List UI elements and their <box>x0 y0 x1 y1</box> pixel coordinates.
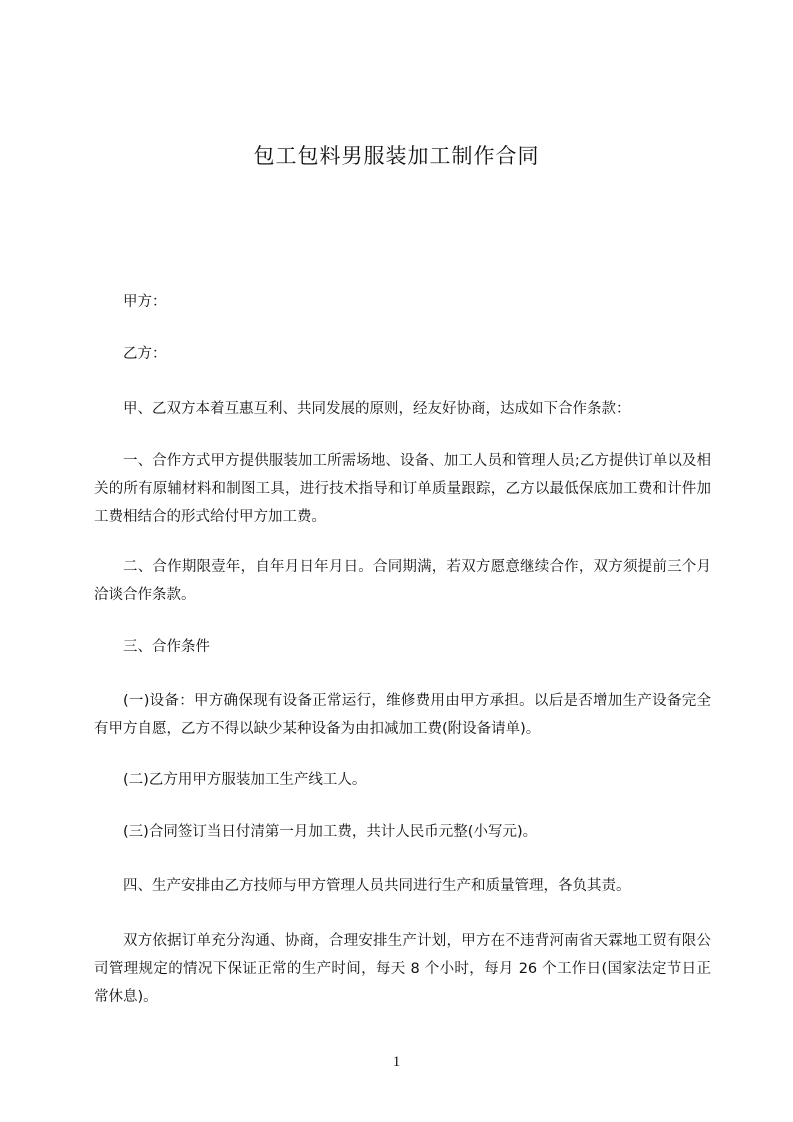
condition-payment: (三)合同签订当日付清第一月加工费，共计人民币元整(小写元)。 <box>123 824 538 840</box>
production-arrangement-detail: 双方依据订单充分沟通、协商，合理安排生产计划，甲方在不违背河南省天霖地工贸有限公司管理规定的情况下保证正常的生产时间，每天 8 个小时，每月 26 个工作日(国家法定节日正常休息)。 <box>94 933 711 1005</box>
party-b-line: 乙方： <box>123 346 167 362</box>
condition-workers: (二)乙方用甲方服装加工生产线工人。 <box>123 772 367 788</box>
section-production-arrangement: 四、生产安排由乙方技师与甲方管理人员共同进行生产和质量管理，各负其责。 <box>123 878 631 894</box>
section-cooperation-term: 二、合作期限壹年，自年月日年月日。合同期满，若双方愿意继续合作，双方须提前三个月洽谈合作条款。 <box>94 559 711 603</box>
condition-equipment: (一)设备：甲方确保现有设备正常运行，维修费用由甲方承担。以后是否增加生产设备完全有甲方自愿，乙方不得以缺少某种设备为由扣减加工费(附设备请单)。 <box>94 693 711 737</box>
section-cooperation-conditions-heading: 三、合作条件 <box>123 639 210 655</box>
party-a-line: 甲方： <box>123 294 167 310</box>
intro-paragraph: 甲、乙双方本着互惠互利、共同发展的原则，经友好协商，达成如下合作条款： <box>123 401 631 417</box>
section-cooperation-method: 一、合作方式甲方提供服装加工所需场地、设备、加工人员和管理人员;乙方提供订单以及相关的所有原辅材料和制图工具，进行技术指导和订单质量跟踪，乙方以最低保底加工费和计件加工费相结合的形式给付甲方加工费。 <box>94 453 711 525</box>
page-number: 1 <box>392 1054 401 1070</box>
document-title: 包工包料男服装加工制作合同 <box>253 144 540 168</box>
